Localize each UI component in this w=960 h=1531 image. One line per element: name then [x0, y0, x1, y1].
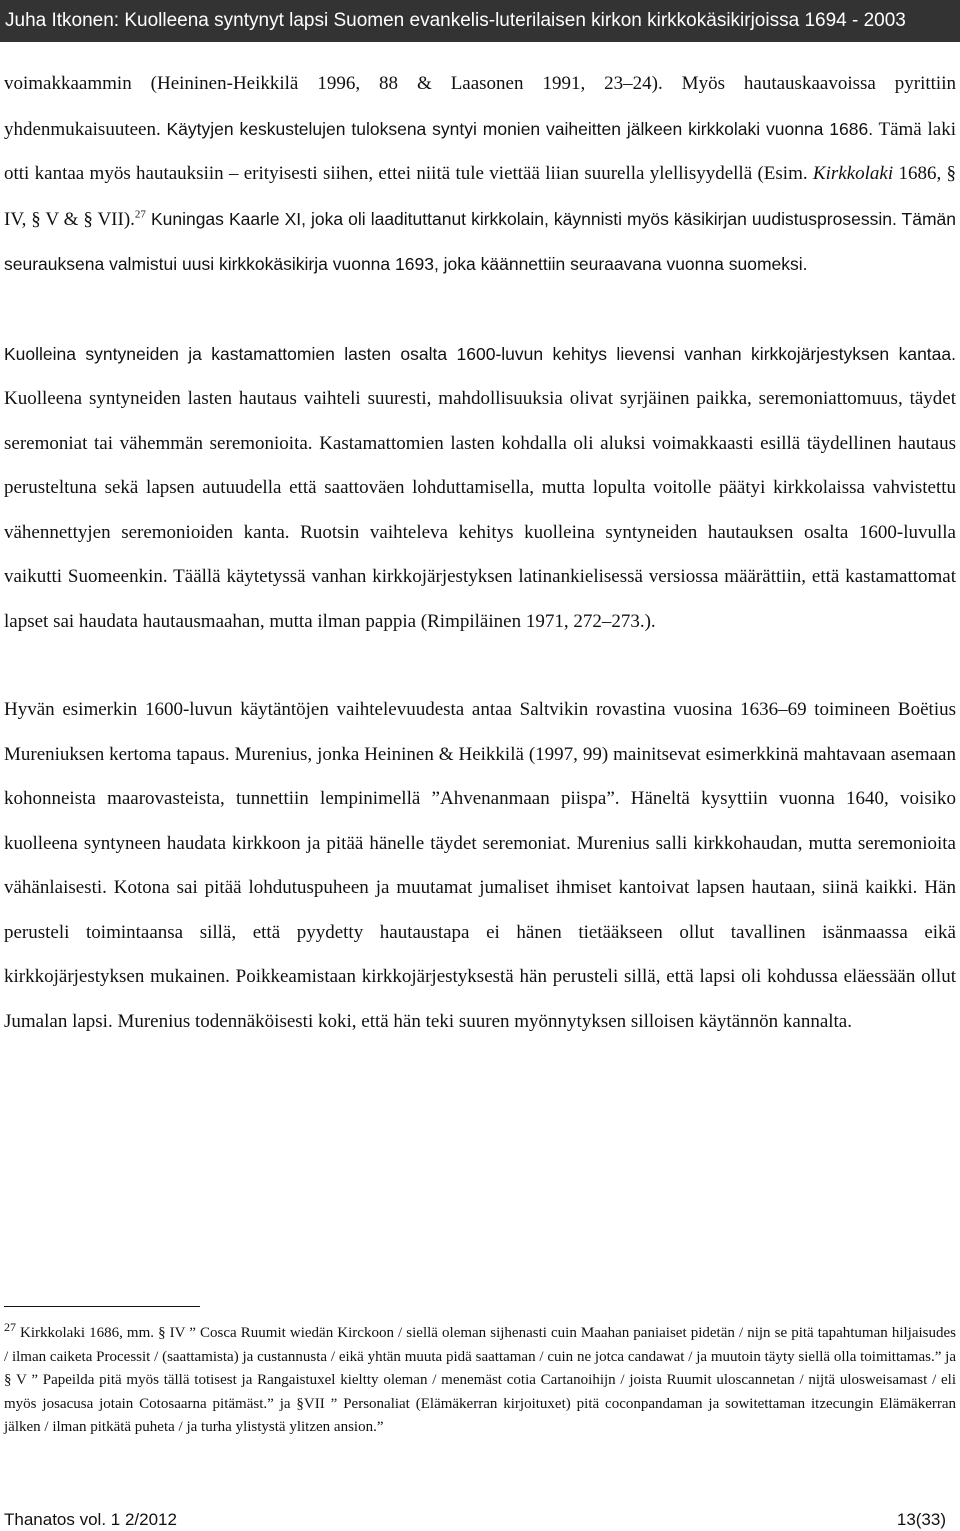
paragraph-3-sentence-2: Murenius, jonka Heininen & Heikkilä (1997, 99) mainitsevat esimerkkinä mahtavaan asemaan kohonneista maarovasteista, tunnettiin lempinimellä ”Ahvenanmaan piispa”. Häneltä kysyttiin vuonna 1640, voisiko kuolleena syntyneen haudata kirkkoon ja pitää hänelle täydet seremoniat. Murenius salli kirkkohaudan, mutta seremonioita vähänlaisesti. Kotona sai pitää lohdutuspuheen ja muutamat jumaliset ihmiset kantoivat lapsen hautaan, siinä kaikki. Hän perusteli toimintaansa sillä, että pyydetty hautaustapa ei hänen tietääkseen ollut tavallinen isänmaassa eikä kirkkojärjestyksen mukainen. Poikkeamistaan kirkkojärjestyksestä hän perusteli sillä, että lapsi oli kohdussa eläessään ollut Jumalan lapsi. Murenius todennäköisesti koki, että hän teki suuren myönnytyksen silloisen käytännön kannalta.: [4, 743, 956, 1032]
paragraph-3-sentence-1: Hyvän esimerkin 1600-luvun käytäntöjen vaihtelevuudesta antaa Saltvikin rovastina vuosina 1636–69 toimineen Boëtius Mureniuksen kertoma tapaus.: [4, 699, 956, 765]
paragraph-1: [4, 62, 956, 288]
footnote-number: 27: [4, 1320, 16, 1334]
page-footer: [0, 1510, 960, 1530]
paragraph-1-sentence-3b: 1686, § IV, § V & § VII).: [4, 163, 957, 230]
paragraph-1-sentence-4: Kuningas Kaarle XI, joka oli laadituttanut kirkkolain, käynnisti myös käsikirjan uudistusprosessin. Tämän seurauksena valmistui uusi kirkkokäsikirja vuonna 1693, joka käännettiin seuraavana vuonna suomeksi.: [4, 208, 956, 274]
paragraph-3: [4, 688, 956, 1044]
paragraph-2: [4, 332, 956, 645]
paragraph-1-sentence-2: Käytyjen keskustelujen tuloksena syntyi monien vaiheitten jälkeen kirkkolaki vuonna 1686.: [166, 118, 874, 139]
journal-citation: Thanatos vol. 1 2/2012: [4, 1510, 177, 1529]
footnote: [4, 1322, 956, 1440]
paragraph-1-sentence-1: voimakkaammin (Heininen-Heikkilä 1996, 88 & Laasonen 1991, 23–24). Myös hautauskaavoissa pyrittiin yhdenmukaisuuteen.: [4, 73, 956, 140]
paragraph-2-sentence-1: Kuolleina syntyneiden ja kastamattomien lasten osalta 1600-luvun kehitys lievensi vanhan kirkkojärjestyksen kantaa.: [4, 343, 956, 364]
paragraph-1-sentence-3a: Tämä laki otti kantaa myös hautauksiin – erityisesti siihen, ettei niitä tule viettää liian suurella ylellisyydellä (Esim.: [4, 118, 956, 184]
footnote-divider: [4, 1306, 200, 1307]
body-text: [4, 62, 956, 1044]
footnote-text: Kirkkolaki 1686, mm. § IV ” Cosca Ruumit wiedän Kirckoon / siellä oleman sijhenasti cuin Maahan paniaiset pidetän / nijn se pitä tapahtuman hiljaisudes / ilman caiketa Processit / (saattamista) ja custannusta / eikä yhtän muuta pidä saattaman / cuin ne jotca candawat / ja muutoin täyty siellä olla toimittamas.” ja § V ” Papeilda pitä myös tällä totisest ja Rangaistuxel kieltty oleman / menemäst cotia Cartanoihijn / joista Ruumit uloscannetan / nijtä ulosweisamast / eli myös josacusa jotain Cotosaarna pitämäst.” ja §VII ” Personaliat (Elämäkerran kirjoituxet) pitä coconpandaman ja sowitettaman itzecungin Elämäkerran jälken / ilman pitkätä puheta / ja turha ylistystä ylitzen ansion.”: [4, 1325, 956, 1436]
page-number: 13(33): [896, 1510, 946, 1529]
paragraph-2-sentence-2: Kuolleena syntyneiden lasten hautaus vaihteli suuresti, mahdollisuuksia olivat syrjäinen paikka, seremoniattomuus, täydet seremoniat tai vähemmän seremonioita. Kastamattomien lasten kohdalla oli aluksi voimakkaasti esillä täydellinen hautaus perusteltuna sekä lapsen autuudella että saattoväen lohduttamisella, mutta lopulta voitolle päätyi kirkkolaissa vahvistettu vähennettyjen seremonioiden kanta. Ruotsin vaihteleva kehitys kuolleina syntyneiden hautauksen osalta 1600-luvulla vaikutti Suomeenkin. Täällä käytetyssä vanhan kirkkojärjestyksen latinankielisessä versiossa määrättiin, että kastamattomat lapset sai haudata hautausmaahan, mutta ilman pappia (Rimpiläinen 1971, 272–273.).: [4, 388, 956, 632]
paragraph-1-italic-title: Kirkkolaki: [812, 163, 894, 184]
running-header: Juha Itkonen: Kuolleena syntynyt lapsi Suomen evankelis-luterilaisen kirkon kirkkokäsikirjoissa 1694 - 2003: [0, 0, 960, 42]
footnote-reference[interactable]: 27: [134, 208, 146, 221]
